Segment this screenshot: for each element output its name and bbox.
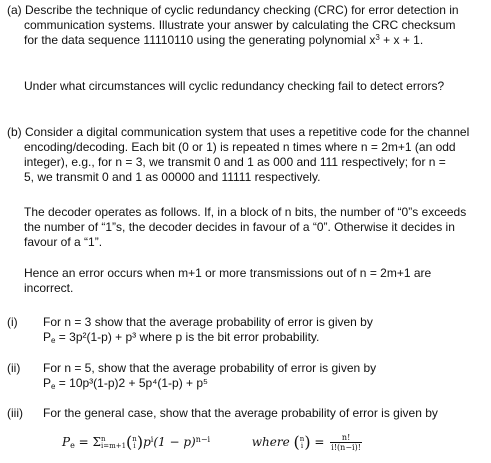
formula-sum-sup: n xyxy=(100,434,106,443)
item-ii-formula-sub: e xyxy=(51,382,56,391)
item-i-text: For n = 3 show that the average probability of error is given by xyxy=(43,315,373,329)
part-a-question-2: Under what circumstances will cyclic redundancy checking fail to detect errors? xyxy=(24,79,445,93)
formula-sum: Σ xyxy=(92,435,101,449)
item-iii-text: For the general case, show that the average probability of error is given by xyxy=(43,406,438,420)
general-formula xyxy=(62,432,362,453)
item-ii-formula-prefix: P xyxy=(43,376,52,390)
item-iii-label: (iii) xyxy=(7,406,23,420)
formula-eq: = xyxy=(74,435,93,449)
part-a-line-3-suffix: + x + 1. xyxy=(379,33,424,47)
formula-term: p xyxy=(143,435,151,449)
item-i-label: (i) xyxy=(7,315,18,329)
formula-fraction xyxy=(330,433,362,452)
formula-binom2-close: ) xyxy=(304,432,311,452)
item-i-formula-sub: e xyxy=(51,336,56,345)
part-a-line-2: communication systems. Illustrate your answer by calculating the CRC checksum xyxy=(24,18,456,32)
formula-binom-open: ( xyxy=(126,432,133,452)
formula-frac-num: n! xyxy=(330,433,362,443)
part-b-para1-line-4: 5, we transmit 0 and 1 as 00000 and 11111 respectively. xyxy=(24,170,321,184)
formula-where: where xyxy=(251,435,290,449)
item-ii-formula-body: = 10p³(1-p)2 + 5p⁴(1-p) + p⁵ xyxy=(55,376,209,390)
formula-term-sup: i xyxy=(150,435,154,444)
part-b-para1-line-2: encoding/decoding. Each bit (0 or 1) is repeated n times where n = 2m+1 (an odd xyxy=(24,140,456,154)
formula-binom2-open: ( xyxy=(293,432,300,452)
formula-term2: (1 − p) xyxy=(153,435,196,449)
formula-frac-den: i!(n−i)! xyxy=(331,443,361,452)
formula-binom-close: ) xyxy=(136,432,144,452)
part-a-line-3-sup: 3 xyxy=(375,33,380,42)
formula-term2-sup: n−i xyxy=(195,435,211,444)
item-ii-formula xyxy=(43,376,208,391)
part-a-line-3 xyxy=(24,33,423,48)
formula-eq2: = xyxy=(314,435,325,449)
item-i-formula xyxy=(43,330,319,345)
part-b-para1-line-1: (b) Consider a digital communication system that uses a repetitive code for the channel xyxy=(7,125,470,139)
formula-lhs: P xyxy=(62,435,71,449)
part-b-para3-line-2: incorrect. xyxy=(24,281,74,295)
formula-binom2-top: n xyxy=(299,434,305,443)
item-ii-label: (ii) xyxy=(7,361,21,375)
part-a-line-3-prefix: for the data sequence 11110110 using the generating polynomial x xyxy=(24,33,376,47)
part-b-para2-line-1: The decoder operates as follows. If, in a block of n bits, the number of “0”s exceeds xyxy=(24,205,467,219)
formula-binom2-bot: i xyxy=(300,441,304,450)
part-b-para2-line-3: favour of a “1”. xyxy=(24,235,103,249)
formula-lhs-sub: e xyxy=(70,441,75,450)
part-b-para3-line-1: Hence an error occurs when m+1 or more transmissions out of n = 2m+1 are xyxy=(24,266,432,280)
item-ii-text: For n = 5, show that the average probability of error is given by xyxy=(43,361,377,375)
part-b-para1-line-3: integer), e.g., for n = 3, we transmit 0 and 1 as 000 and 111 respectively; for n = xyxy=(24,155,446,169)
formula-binom-bot: i xyxy=(133,441,136,450)
part-b-para2-line-2: the number of “1”s, the decoder decides in favour of a “0”. Otherwise it decides in xyxy=(24,220,455,234)
formula-binom-top: n xyxy=(132,434,137,443)
formula-sum-limits xyxy=(101,436,126,450)
part-a-line-1: (a) Describe the technique of cyclic redundancy checking (CRC) for error detection in xyxy=(7,3,459,17)
item-i-formula-body: = 3p²(1-p) + p³ where p is the bit error probability. xyxy=(55,330,320,344)
formula-sum-sub: i=m+1 xyxy=(100,441,127,450)
item-i-formula-prefix: P xyxy=(43,330,52,344)
